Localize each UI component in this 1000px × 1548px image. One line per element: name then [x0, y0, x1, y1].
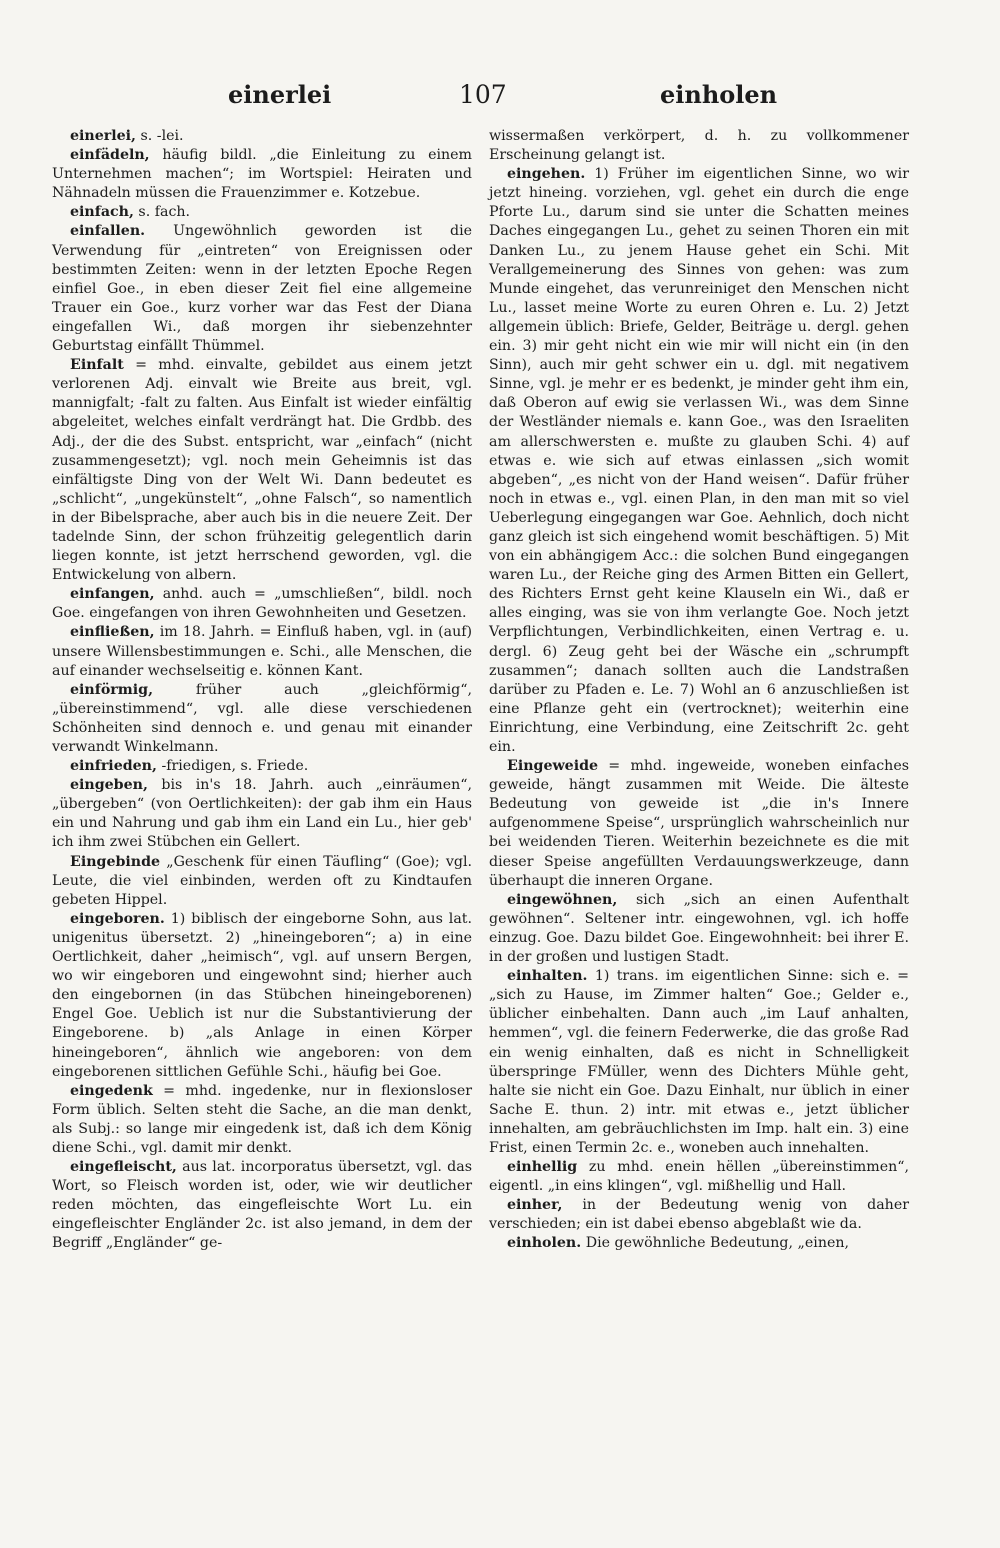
- dictionary-entry: [52, 681, 472, 757]
- entry-text: in der Bedeutung wenig von daher verschieden; ein ist dabei ebenso abgeblaßt wie da.: [489, 1197, 909, 1233]
- dictionary-entry: [489, 891, 909, 967]
- entry-text: s. fach.: [133, 204, 191, 221]
- header-right-guideword: einholen: [660, 80, 778, 109]
- dictionary-entry: [52, 1158, 472, 1253]
- entry-text: = mhd. ingedenke, nur in flexionsloser Form üblich. Selten steht die Sache, an die man denkt, als Subj.: so lange mir eingedenk ist, daß ich dem König diene Schi., vgl. damit mir denkt.: [52, 1082, 472, 1156]
- entry-text: 1) biblisch der eingeborne Sohn, aus lat. unigenitus übersetzt. 2) „hineingeboren“; a) in eine Oertlichkeit, daher „heimisch“, vgl. auf unsern Bergen, wo wir eingeboren und eingewohnt sind; hierher auch den eingebornen (in das Stübchen hineingeborenen) Engel Goe. Ueblich ist nur die Substantivierung der Eingeborene. b) „als Anlage in einen Körper hineingeboren“, ähnlich wie angeboren: von dem eingeborenen sittlichen Gefühle Schi., häufig bei Goe.: [52, 910, 472, 1080]
- entry-headword: Eingeweide: [507, 758, 599, 775]
- entry-headword: einhellig: [507, 1159, 578, 1176]
- dictionary-entry: [489, 967, 909, 1158]
- dictionary-entry: [52, 146, 472, 203]
- dictionary-entry: [489, 1234, 909, 1253]
- dictionary-entry: [52, 853, 472, 910]
- entry-headword: einher,: [507, 1197, 563, 1214]
- dictionary-entry: [52, 1082, 472, 1158]
- dictionary-entry: [489, 165, 909, 757]
- entry-headword: einfach,: [70, 204, 134, 221]
- entry-headword: einfallen.: [70, 223, 146, 240]
- dictionary-entry: [52, 776, 472, 852]
- entry-headword: eingewöhnen,: [507, 891, 618, 908]
- right-column: [489, 127, 909, 1254]
- entry-text: im 18. Jahrh. = Einfluß haben, vgl. in (auf) unsere Willensbestimmungen e. Schi., alle Menschen, die auf einander wechselseitig e. können Kant.: [52, 624, 472, 679]
- entry-text: -friedigen, s. Friede.: [156, 758, 309, 775]
- entry-text: s. -lei.: [135, 128, 184, 144]
- entry-headword: Einfalt: [70, 357, 124, 374]
- entry-headword: eingeben,: [70, 777, 148, 794]
- entry-headword: eingefleischt,: [70, 1159, 177, 1176]
- dictionary-entry: [52, 910, 472, 1082]
- dictionary-entry: [52, 203, 472, 222]
- entry-headword: einerlei,: [70, 128, 136, 144]
- dictionary-entry: [489, 127, 909, 165]
- entry-text: früher auch „gleichförmig“, „übereinstimmend“, vgl. alle diese verschiedenen Schönheiten sind dennoch e. und genau mit einander verwandt Winkelmann.: [52, 681, 472, 755]
- entry-text: = mhd. ingeweide, woneben einfaches geweide, hängt zusammen mit Weide. Die älteste Bedeutung von geweide ist „die in's Innere aufgenommene Speise“, ursprünglich wahrscheinlich nur bei weidenden Tieren. Weiterhin bezeichnete es die mit dieser Speise angefüllten Verdauungswerkzeuge, dann überhaupt die inneren Organe.: [489, 758, 909, 889]
- dictionary-entry: [52, 757, 472, 776]
- entry-text: zu mhd. enein hëllen „übereinstimmen“, eigentl. „in eins klingen“, vgl. mißhellig und Hall.: [489, 1159, 909, 1195]
- entry-headword: eingedenk: [70, 1082, 153, 1099]
- entry-headword: einhalten.: [507, 968, 588, 985]
- entry-headword: Eingebinde: [70, 853, 161, 870]
- page-number: 107: [459, 80, 507, 109]
- entry-headword: einfließen,: [70, 624, 155, 641]
- dictionary-entry: [52, 585, 472, 623]
- entry-text: Ungewöhnlich geworden ist die Verwendung für „eintreten“ von Ereignissen oder bestimmten Zeiten: wenn in der letzten Epoche Regen einfiel Goe., in eben dieser Zeit fiel eine allgemeine Trauer ein Goe., kurz vorher war das Fest der Diana eingefallen Wi., daß morgen ihr siebenzehnter Geburtstag einfällt Thümmel.: [52, 223, 472, 355]
- entry-headword: einholen.: [507, 1235, 582, 1252]
- entry-text: 1) trans. im eigentlichen Sinne: sich e. = „sich zu Hause, im Zimmer halten“ Goe.; Gelder e., üblicher einbehalten. Dann auch „im Lauf anhalten, hemmen“, vgl. die feinern Federwerke, die das große Rad ein wenig einhalten, daß es nicht in Schnelligkeit überspringe FMüller, wenn des Dichters Mühle geht, halte sie nicht ein Goe. Dazu Einhalt, nur üblich in einer Sache E. thun. 2) intr. mit etwas e., jetzt üblicher innehalten, am gebräuchlichsten im Imp. halt ein. 3) eine Frist, einen Termin 2c. e., woneben auch innehalten.: [489, 968, 909, 1156]
- entry-text: „Geschenk für einen Täufling“ (Goe); vgl. Leute, die viel einbinden, werden oft zu Kindtaufen gebeten Hippel.: [52, 853, 472, 908]
- dictionary-entry: [52, 127, 472, 146]
- entry-headword: einförmig,: [70, 681, 154, 698]
- entry-headword: einfangen,: [70, 586, 155, 603]
- entry-text: 1) Früher im eigentlichen Sinne, wo wir jetzt hineing. vorziehen, vgl. gehet ein durch die enge Pforte Lu., darum sind sie unter die Schatten meines Daches eingegangen Lu., gehet zu seinen Thoren ein mit Danken Lu., zu jenem Hause gehet ein Schi. Mit Verallgemeinerung des Sinnes von gehen: was zum Munde eingehet, das verunreiniget den Menschen nicht Lu., lasset meine Worte zu euren Ohren e. Lu. 2) Jetzt allgemein üblich: Briefe, Gelder, Beiträge u. dergl. gehen ein. 3) mir geht nicht ein wie mir will nicht ein (in den Sinn), auch mir geht schwer ein u. dgl. mit negativem Sinne, vgl. je mehr er es bedenkt, je minder geht ihm ein, daß Oberon auf ewig sie verlassen Wi., was dem Sinne der Westländer niemals e. kann Goe., was den Israeliten am allerschwersten e. mußte zu glauben Schi. 4) auf etwas e. wie sich auf etwas einlassen „sich womit abgeben“, „es nicht von der Hand weisen“. Dafür früher noch in etwas e., vgl. einen Plan, in den man mit so viel Ueberlegung eingegangen war Goe. Aehnlich, doch nicht ganz gleich ist sich eingehend womit beschäftigen. 5) Mit von ein abhängigem Acc.: die solchen Bund eingegangen waren Lu., der Reiche ging des Armen Bitten ein Gellert, des Richters Ernst geht keine Klauseln ein Wi., daß er alles einging, was sie von ihm verlangte Goe. Noch jetzt Verpflichtungen, Verbindlichkeiten, einen Vertrag e. u. dergl. 6) Zeug geht bei der Wäsche ein „schrumpft zusammen“; danach sollten auch die Landstraßen darüber zu Pfaden e. Le. 7) Wohl an 6 anzuschließen ist eine Pflanze geht ein (vertrocknet); weiterhin eine Einrichtung, eine Verbindung, eine Zeitschrift 2c. geht ein.: [489, 166, 909, 755]
- entry-headword: eingehen.: [507, 166, 586, 183]
- entry-text: häufig bildl. „die Einleitung zu einem Unternehmen machen“; im Wortspiel: Heiraten und Nähnadeln müssen die Frauenzimmer e. Kotzebue.: [52, 147, 472, 202]
- dictionary-entry: [52, 222, 472, 356]
- entry-text: sich „sich an einen Aufenthalt gewöhnen“. Seltener intr. eingewohnen, vgl. ich hoffe einzug. Goe. Dazu bildet Goe. Eingewohnheit: bei ihrer E. in der großen und lustigen Stadt.: [489, 891, 909, 966]
- entry-text: Die gewöhnliche Bedeutung, „einen,: [581, 1235, 849, 1252]
- entry-text: bis in's 18. Jahrh. auch „einräumen“, „übergeben“ (von Oertlichkeiten): der gab ihm ein Haus ein und Nahrung und gab ihm ein Land ein Lu., hier geb' ich ihm zwei Stübchen ein Gellert.: [52, 777, 472, 851]
- entry-text: wissermaßen verkörpert, d. h. zu vollkommener Erscheinung gelangt ist.: [489, 128, 909, 164]
- entry-text: = mhd. einvalte, gebildet aus einem jetzt verlorenen Adj. einvalt wie Breite aus breit, vgl. mannigfalt; -falt zu falten. Aus Einfalt ist wieder einfältig abgeleitet, welches einfalt verdrängt hat. Die Grdbb. des Adj., der die des Subst. entspricht, war „einfach“ (nicht zusammengesetzt); vgl. noch mein Geheimnis ist das einfältigste Ding von der Welt Wi. Dann bedeutet es „schlicht“, „ungekünstelt“, „ohne Falsch“, so namentlich in der Bibelsprache, aber auch bis in die neuere Zeit. Der tadelnde Sinn, der schon frühzeitig gelegentlich darin liegen konnte, ist jetzt herrschend geworden, vgl. die Entwickelung von albern.: [52, 357, 472, 584]
- entry-text: anhd. auch = „umschließen“, bildl. noch Goe. eingefangen von ihren Gewohnheiten und Gesetzen.: [52, 586, 472, 622]
- left-column: [52, 127, 472, 1254]
- entry-headword: einfrieden,: [70, 758, 157, 775]
- entry-headword: einfädeln,: [70, 147, 150, 164]
- dictionary-entry: [489, 1158, 909, 1196]
- dictionary-entry: [489, 1196, 909, 1234]
- dictionary-entry: [52, 356, 472, 585]
- entry-text: aus lat. incorporatus übersetzt, vgl. das Wort, so Fleisch worden ist, oder, wie wir deutlicher reden möchten, das eingefleischte Wort Lu. ein eingefleischter Engländer 2c. ist also jemand, in dem der Begriff „Engländer“ ge-: [52, 1159, 472, 1252]
- header-left-guideword: einerlei: [228, 80, 332, 109]
- entry-headword: eingeboren.: [70, 910, 165, 927]
- page-header: [0, 80, 1000, 120]
- dictionary-entry: [489, 757, 909, 891]
- dictionary-entry: [52, 623, 472, 680]
